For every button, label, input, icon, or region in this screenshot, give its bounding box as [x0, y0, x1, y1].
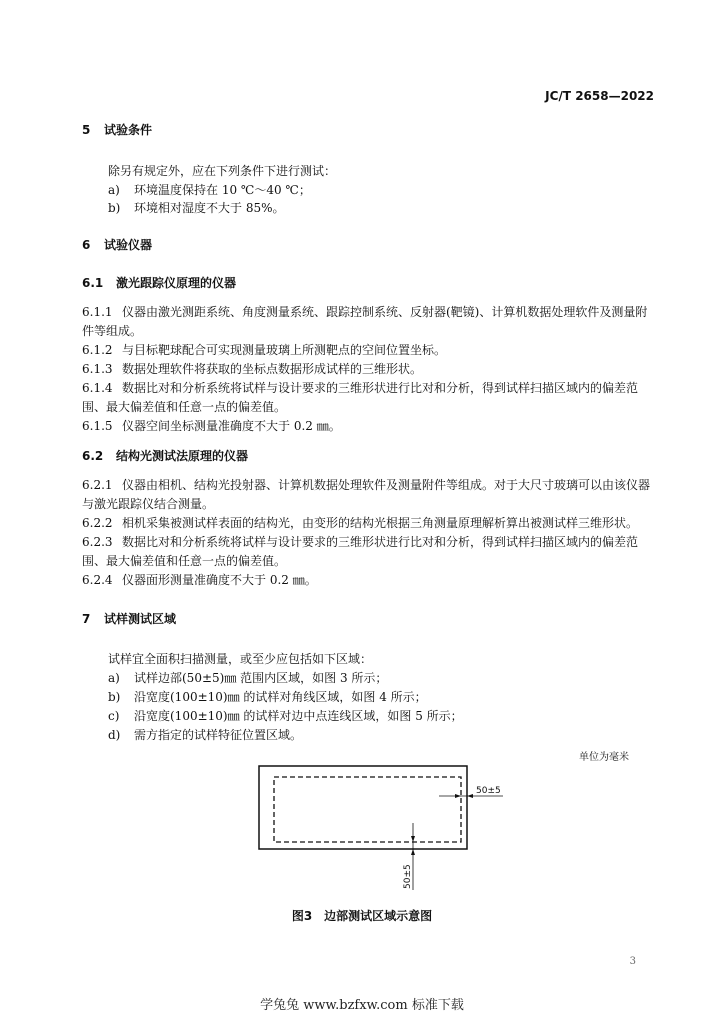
list-marker: a): [108, 183, 120, 197]
clause-6-1-5: [82, 417, 341, 434]
clause-number: 6.2.1: [82, 478, 113, 492]
list-item: [108, 688, 427, 705]
section-6-heading: [82, 236, 152, 253]
arrow-icon: [411, 849, 415, 855]
list-item: [108, 181, 311, 198]
page-number: 3: [629, 956, 636, 967]
clause-number: 6.1.5: [82, 419, 113, 433]
clause-6-1-4: [82, 379, 656, 417]
clause-6-2-2: [82, 514, 638, 531]
section-7-heading: [82, 610, 176, 627]
clause-6-1-2: [82, 341, 446, 358]
standard-code: JC/T 2658—2022: [545, 89, 654, 103]
subsection-number: 6.1: [82, 276, 104, 290]
clause-number: 6.1.1: [82, 305, 113, 319]
list-marker: d): [108, 728, 121, 742]
arrow-icon: [455, 794, 461, 798]
arrow-icon: [411, 836, 415, 842]
subsection-number: 6.2: [82, 449, 104, 463]
list-text: 需方指定的试样特征位置区域。: [134, 728, 303, 742]
clause-6-1-1: [82, 303, 656, 341]
clause-text: 仪器面形测量准确度不大于 0.2 ㎜。: [122, 573, 317, 587]
list-text: 沿宽度(100±10)㎜ 的试样对边中点连线区域，如图 5 所示；: [134, 709, 463, 723]
clause-text: 相机采集被测试样表面的结构光，由变形的结构光根据三角测量原理解析算出被测试样三维形状。: [122, 516, 639, 530]
clause-text: 仪器由激光测距系统、角度测量系统、跟踪控制系统、反射器(靶镜)、计算机数据处理软件及测量附件等组成。: [82, 305, 648, 338]
clause-text: 数据处理软件将获取的坐标点数据形成试样的三维形状。: [122, 362, 423, 376]
arrow-icon: [467, 794, 473, 798]
list-item: [108, 669, 387, 686]
section-title: 试验仪器: [104, 238, 153, 252]
clause-number: 6.1.3: [82, 362, 113, 376]
clause-6-2-1: [82, 476, 656, 514]
section-title: 试验条件: [104, 123, 153, 137]
section-title: 试样测试区域: [104, 612, 177, 626]
edge-test-region-figure: [258, 765, 508, 890]
list-text: 试样边部(50±5)㎜ 范围内区域，如图 3 所示；: [134, 671, 388, 685]
section-5-heading: [82, 121, 152, 138]
list-text: 环境相对湿度不大于 85%。: [134, 201, 285, 215]
section-number: 7: [82, 612, 91, 626]
list-marker: c): [108, 709, 120, 723]
list-marker: b): [108, 690, 121, 704]
section-number: 5: [82, 123, 91, 137]
section-number: 6: [82, 238, 91, 252]
subsection-title: 结构光测试法原理的仪器: [116, 449, 249, 463]
clause-number: 6.1.2: [82, 343, 113, 357]
footer-watermark: 学兔兔 www.bzfxw.com 标准下载: [260, 998, 464, 1013]
clause-number: 6.2.4: [82, 573, 113, 587]
subsection-title: 激光跟踪仪原理的仪器: [116, 276, 237, 290]
list-item: [108, 707, 463, 724]
list-text: 沿宽度(100±10)㎜ 的试样对角线区域，如图 4 所示；: [134, 690, 427, 704]
list-text: 环境温度保持在 10 ℃～40 ℃；: [134, 183, 311, 197]
clause-text: 数据比对和分析系统将试样与设计要求的三维形状进行比对和分析，得到试样扫描区域内的偏差范围、最大偏差值和任意一点的偏差值。: [82, 535, 639, 568]
clause-6-2-4: [82, 571, 317, 588]
list-marker: b): [108, 201, 121, 215]
clause-text: 仪器空间坐标测量准确度不大于 0.2 ㎜。: [122, 419, 341, 433]
section-7-intro: 试样宜全面积扫描测量，或至少应包括如下区域：: [108, 652, 373, 666]
clause-number: 6.2.2: [82, 516, 113, 530]
clause-6-1-3: [82, 360, 422, 377]
clause-text: 与目标靶球配合可实现测量玻璃上所测靶点的空间位置坐标。: [122, 343, 447, 357]
subsection-6-1-heading: [82, 274, 236, 291]
section-5-intro: 除另有规定外，应在下列条件下进行测试：: [108, 164, 337, 178]
test-region-boundary: [274, 777, 461, 842]
dimension-label-right: 50±5: [476, 786, 501, 796]
figure-caption: 图3 边部测试区域示意图: [291, 909, 433, 923]
list-item: [108, 199, 285, 216]
list-item: [108, 726, 302, 743]
list-marker: a): [108, 671, 120, 685]
clause-number: 6.1.4: [82, 381, 113, 395]
unit-note: 单位为毫米: [579, 752, 629, 763]
clause-text: 仪器由相机、结构光投射器、计算机数据处理软件及测量附件等组成。对于大尺寸玻璃可以由该仪器与激光跟踪仪结合测量。: [82, 478, 651, 511]
clause-text: 数据比对和分析系统将试样与设计要求的三维形状进行比对和分析，得到试样扫描区域内的偏差范围、最大偏差值和任意一点的偏差值。: [82, 381, 639, 414]
dimension-label-bottom: 50±5: [403, 864, 413, 889]
clause-6-2-3: [82, 533, 656, 571]
specimen-outline: [259, 766, 467, 849]
subsection-6-2-heading: [82, 447, 248, 464]
clause-number: 6.2.3: [82, 535, 113, 549]
